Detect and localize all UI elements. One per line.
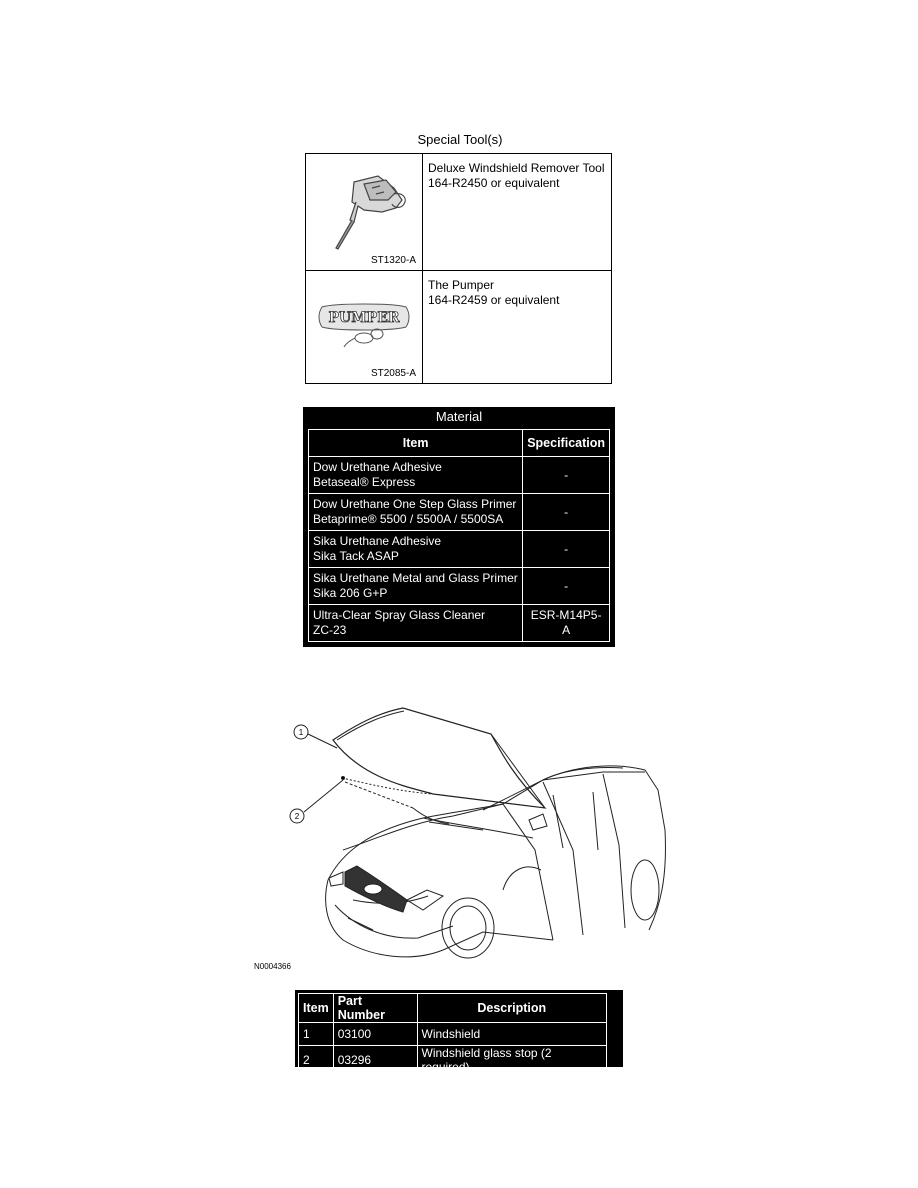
material-product: Sika 206 G+P bbox=[313, 586, 388, 600]
material-name: Dow Urethane Adhesive bbox=[313, 460, 442, 474]
pumper-tool-image bbox=[306, 271, 423, 383]
material-item bbox=[309, 494, 523, 531]
part-number: 03296 bbox=[333, 1046, 417, 1075]
car-windshield-icon bbox=[253, 700, 673, 975]
item-number: 1 bbox=[299, 1023, 334, 1046]
column-header: Specification bbox=[523, 430, 610, 457]
windshield-remover-tool-icon bbox=[306, 154, 422, 270]
table-row bbox=[299, 1023, 607, 1046]
callout-2: 2 bbox=[294, 812, 300, 821]
tool-part-number: 164-R2459 or equivalent bbox=[428, 293, 560, 307]
parts-table bbox=[295, 990, 623, 1074]
column-header: Part Number bbox=[333, 994, 417, 1023]
material-spec: - bbox=[523, 568, 610, 605]
material-item bbox=[309, 457, 523, 494]
table-header-row bbox=[299, 994, 607, 1023]
tool-code: ST2085-A bbox=[370, 368, 416, 379]
table-row bbox=[309, 605, 610, 642]
table-row bbox=[309, 457, 610, 494]
material-spec: - bbox=[523, 457, 610, 494]
special-tools-table bbox=[305, 153, 612, 384]
table-header-row bbox=[309, 430, 610, 457]
material-product: ZC-23 bbox=[313, 623, 347, 637]
windshield-illustration bbox=[253, 700, 673, 975]
material-product: Betaprime® 5500 / 5500A / 5500SA bbox=[313, 512, 504, 526]
figure-code: N0004366 bbox=[254, 962, 291, 971]
material-name: Ultra-Clear Spray Glass Cleaner bbox=[313, 608, 486, 622]
pumper-label: PUMPER bbox=[328, 310, 400, 326]
tool-row bbox=[306, 154, 611, 271]
table-row bbox=[309, 531, 610, 568]
table-row bbox=[309, 494, 610, 531]
part-description: Windshield glass stop (2 required) bbox=[417, 1046, 607, 1075]
material-name: Sika Urethane Adhesive bbox=[313, 534, 442, 548]
part-description: Windshield bbox=[417, 1023, 607, 1046]
material-spec: ESR-M14P5-A bbox=[523, 605, 610, 642]
tool-row bbox=[306, 271, 611, 383]
column-header: Item bbox=[309, 430, 523, 457]
material-name: Sika Urethane Metal and Glass Primer bbox=[313, 571, 518, 585]
windshield-remover-tool-image bbox=[306, 154, 423, 270]
column-header: Description bbox=[417, 994, 607, 1023]
pumper-tool-icon bbox=[306, 271, 422, 381]
tool-description bbox=[428, 278, 559, 308]
tool-name: The Pumper bbox=[428, 278, 495, 292]
material-spec: - bbox=[523, 531, 610, 568]
material-table bbox=[303, 407, 615, 647]
material-product: Betaseal® Express bbox=[313, 475, 416, 489]
material-spec: - bbox=[523, 494, 610, 531]
table-row bbox=[299, 1046, 607, 1075]
part-number: 03100 bbox=[333, 1023, 417, 1046]
material-item bbox=[309, 531, 523, 568]
table-row bbox=[309, 568, 610, 605]
material-title: Material bbox=[435, 409, 483, 424]
special-tools-title: Special Tool(s) bbox=[417, 132, 503, 147]
material-item bbox=[309, 605, 523, 642]
material-product: Sika Tack ASAP bbox=[313, 549, 399, 563]
tool-code: ST1320-A bbox=[370, 255, 416, 266]
tool-name: Deluxe Windshield Remover Tool bbox=[428, 161, 605, 175]
tool-part-number: 164-R2450 or equivalent bbox=[428, 176, 560, 190]
tool-description bbox=[428, 161, 605, 191]
callout-1: 1 bbox=[298, 728, 304, 737]
material-grid bbox=[308, 429, 610, 642]
column-header: Item bbox=[299, 994, 334, 1023]
item-number: 2 bbox=[299, 1046, 334, 1075]
material-item bbox=[309, 568, 523, 605]
material-name: Dow Urethane One Step Glass Primer bbox=[313, 497, 517, 511]
parts-grid bbox=[298, 993, 607, 1075]
